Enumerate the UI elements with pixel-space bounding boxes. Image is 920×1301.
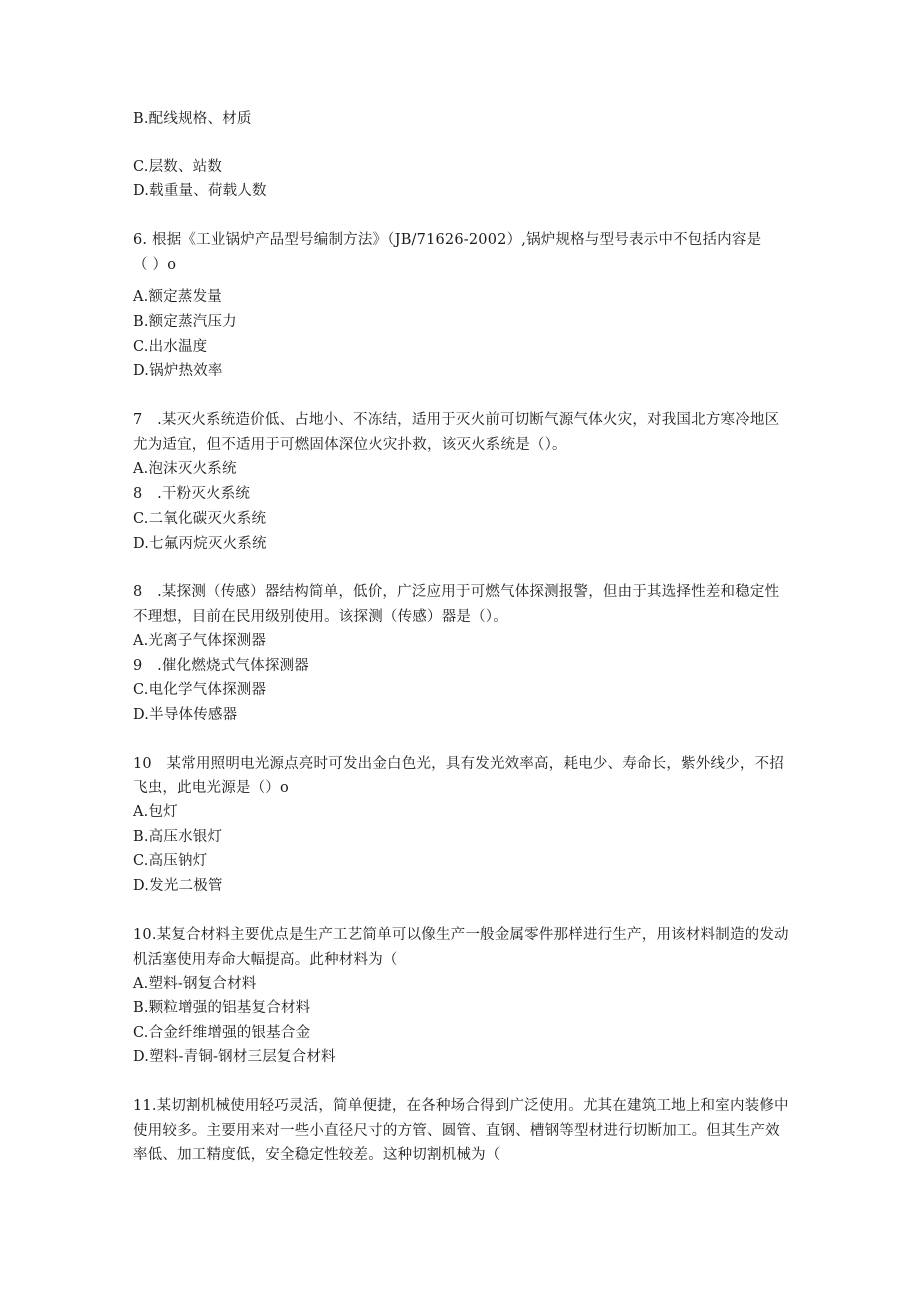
q10a-option-b: B.高压水银灯 [133,829,223,845]
q8-option-b: 9 .催化燃烧式气体探测器 [133,658,309,674]
q7-option-b: 8 .干粉灭火系统 [133,486,251,502]
q5-option-c: C.层数、站数 [133,159,223,175]
q8-option-c: C.电化学气体探测器 [133,682,267,698]
q10a-stem-line1: 10 某常用照明电光源点亮时可发出金白色光，具有发光效率高，耗电少、寿命长，紫外线少，不招 [133,756,784,772]
q6-stem-line1: 6. 根据《工业锅炉产品型号编制方法》（JB/71626-2002）,锅炉规格与型号表示中不包括内容是 [133,232,762,248]
q10a-option-a: A.包灯 [133,804,178,820]
q11-stem-line2: 使用较多。主要用来对一些小直径尺寸的方管、圆管、直钢、槽钢等型材进行切断加工。但其生产效 [133,1123,780,1139]
q10b-option-d: D.塑料-青铜-钢材三层复合材料 [133,1049,336,1065]
q10a-stem-line2: 飞虫，此电光源是（）o [133,780,289,796]
q7-option-c: C.二氧化碳灭火系统 [133,511,267,527]
q6-option-b: B.额定蒸汽压力 [133,314,237,330]
q7-option-d: D.七氟丙烷灭火系统 [133,536,267,552]
q8-stem-line2: 不理想，目前在民用级别使用。该探测（传感）器是（）。 [133,609,508,625]
q6-stem-line2: （ ）o [133,257,177,273]
q10b-option-a: A.塑料-钢复合材料 [133,976,257,992]
q10a-option-d: D.发光二极管 [133,878,223,894]
q8-option-a: A.光离子气体探测器 [133,633,267,649]
q10a-option-c: C.高压钠灯 [133,853,208,869]
q5-option-b: B.配线规格、材质 [133,111,252,127]
q5-option-d: D.载重量、荷载人数 [133,183,267,199]
q6-option-c: C.出水温度 [133,339,208,355]
q7-option-a: A.泡沫灭火系统 [133,461,237,477]
q8-stem-line1: 8 .某探测（传感）器结构简单，低价，广泛应用于可燃气体探测报警，但由于其选择性差和稳定性 [133,584,780,600]
q6-option-a: A.额定蒸发量 [133,289,222,305]
q11-stem-line3: 率低、加工精度低，安全稳定性较差。这种切割机械为（ [133,1147,501,1163]
q10b-stem-line1: 10.某复合材料主要优点是生产工艺简单可以像生产一般金属零件那样进行生产，用该材料制造的发动 [133,927,789,943]
q8-option-d: D.半导体传感器 [133,707,238,723]
q10b-option-c: C.合金纤维增强的银基合金 [133,1025,311,1041]
q11-stem-line1: 11.某切割机械使用轻巧灵活，简单便捷，在各种场合得到广泛使用。尤其在建筑工地上和室内装修中 [133,1098,789,1114]
q6-option-d: D.锅炉热效率 [133,363,223,379]
q7-stem-line1: 7 .某灭火系统造价低、占地小、不冻结，适用于灭火前可切断气源气体火灾，对我国北方寒冷地区 [133,412,780,428]
q7-stem-line2: 尤为适宜，但不适用于可燃固体深位火灾扑救，该灭火系统是（）。 [133,437,567,453]
q10b-stem-line2: 机活塞使用寿命大幅提高。此种材料为（ [133,952,398,968]
q10b-option-b: B.颗粒增强的铝基复合材料 [133,1000,311,1016]
